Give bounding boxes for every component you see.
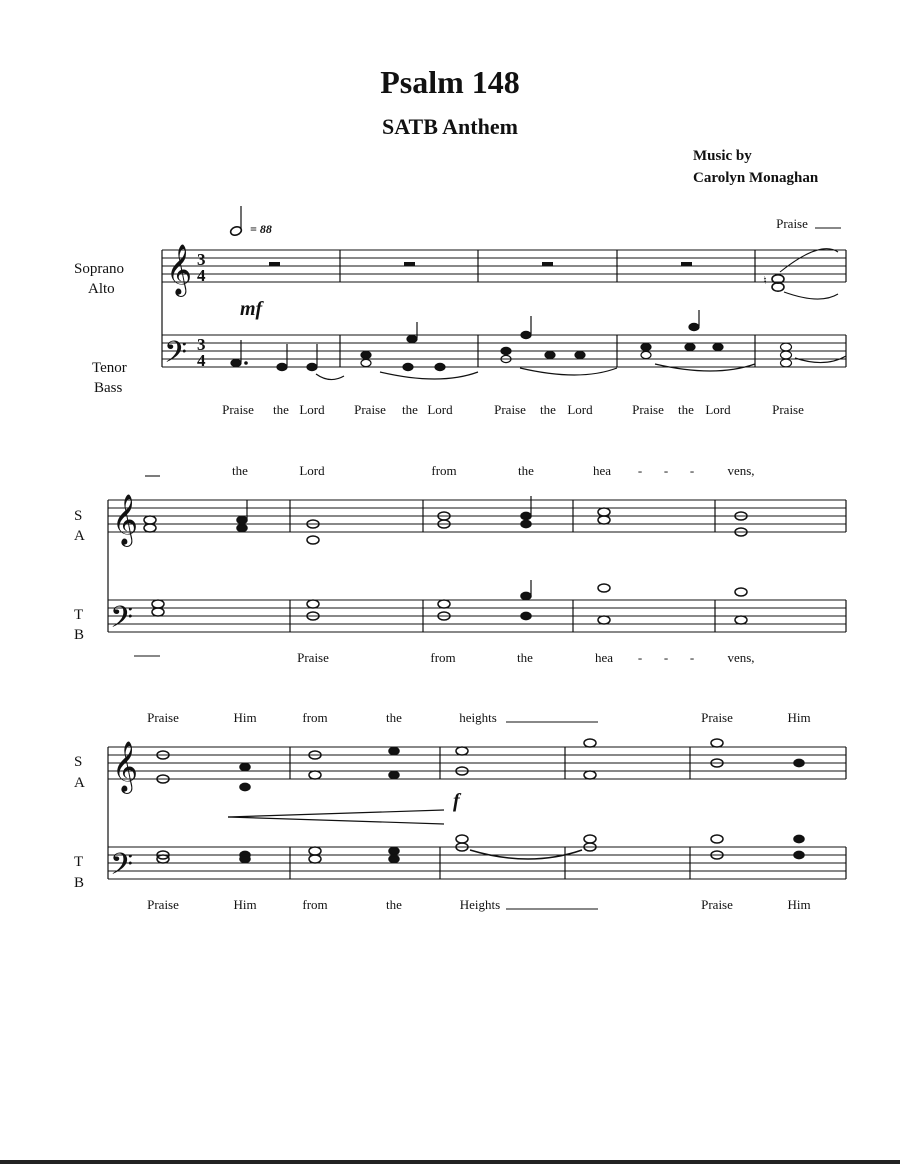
- page-subtitle: SATB Anthem: [382, 114, 518, 139]
- extender-lines: [134, 228, 841, 909]
- lyric: Praise: [297, 650, 329, 665]
- lyric: the: [517, 650, 533, 665]
- time-signature-bottom: 4: [197, 266, 206, 285]
- lyric: Praise: [772, 402, 804, 417]
- lyric: from: [430, 650, 456, 665]
- lyric: Praise: [701, 710, 733, 725]
- lyric: Heights: [459, 897, 501, 912]
- notes-system2: [144, 508, 747, 624]
- lyric: -: [637, 463, 643, 478]
- part-label-b: B: [74, 627, 85, 643]
- notes-system3: [157, 739, 804, 863]
- lyric: Praise: [494, 402, 526, 417]
- lyric: heights: [459, 710, 497, 725]
- barlines-system3: [108, 747, 846, 879]
- part-label-s: S: [74, 754, 83, 770]
- lyric: Praise: [776, 216, 808, 231]
- bass-notes-system1: [231, 310, 846, 380]
- lyric: the: [678, 402, 694, 417]
- lyric: vens,: [727, 463, 755, 478]
- page-bottom-border: [0, 1160, 900, 1164]
- lyric: -: [689, 463, 695, 478]
- svg-text:♮: ♮: [763, 274, 767, 287]
- part-label-b: B: [74, 875, 85, 891]
- lyric: Lord: [427, 402, 453, 417]
- tempo-marking: = 88: [250, 222, 272, 236]
- lyric: the: [518, 463, 534, 478]
- lyric: Him: [233, 897, 257, 912]
- staff-bass-system2: [108, 600, 846, 632]
- bass-clef-icon: 𝄢: [110, 601, 134, 642]
- part-label-a: A: [74, 775, 85, 791]
- lyric: from: [431, 463, 457, 478]
- lyric: -: [663, 650, 669, 665]
- bass-clef-icon: 𝄢: [164, 336, 188, 377]
- lyric: hea: [592, 463, 612, 478]
- composer-credit-label: Music by: [693, 148, 752, 164]
- lyric: the: [540, 402, 556, 417]
- lyric: Praise: [222, 402, 254, 417]
- part-label-bass: Bass: [94, 380, 123, 396]
- lyric: from: [302, 897, 328, 912]
- page-title: Psalm 148: [380, 64, 520, 100]
- lyric: hea: [594, 650, 614, 665]
- lyric: Him: [233, 710, 257, 725]
- lyric: the: [402, 402, 418, 417]
- lyric: from: [302, 710, 328, 725]
- lyric: Lord: [299, 402, 325, 417]
- hairpin-crescendo: [228, 810, 444, 824]
- lyric: -: [663, 463, 669, 478]
- time-signature-bottom: 4: [197, 351, 206, 370]
- dynamic-forte: f: [453, 790, 460, 812]
- bass-clef-icon: 𝄢: [110, 848, 134, 889]
- lyric: Praise: [632, 402, 664, 417]
- lyric: -: [689, 650, 695, 665]
- lyric: Praise: [701, 897, 733, 912]
- lyric: Praise: [147, 897, 179, 912]
- treble-clef-icon: 𝄞: [112, 494, 139, 545]
- time-signature-top: 3: [197, 335, 206, 354]
- whole-rests: [269, 262, 692, 266]
- composer-name: Carolyn Monaghan: [693, 170, 819, 186]
- barlines-system2: [108, 500, 846, 632]
- staff-treble-system1: [162, 250, 846, 282]
- lyric: Him: [787, 897, 811, 912]
- lyric: vens,: [727, 650, 755, 665]
- part-label-t: T: [74, 607, 84, 623]
- part-label-t: T: [74, 854, 84, 870]
- lyric: Praise: [147, 710, 179, 725]
- lyric: Lord: [567, 402, 593, 417]
- time-signature-top: 3: [197, 250, 206, 269]
- part-label-a: A: [74, 528, 85, 544]
- lyric: Lord: [299, 463, 325, 478]
- lyric: the: [386, 897, 402, 912]
- tempo-half-note-icon: [229, 206, 242, 237]
- treble-clef-icon: 𝄞: [112, 741, 139, 792]
- part-label-s: S: [74, 508, 83, 524]
- lyric: -: [637, 650, 643, 665]
- treble-clef-icon: 𝄞: [166, 244, 193, 295]
- part-label-alto: Alto: [88, 281, 115, 297]
- staff-treble-system3: [108, 747, 846, 779]
- lyric: the: [232, 463, 248, 478]
- lyric: Him: [787, 710, 811, 725]
- lyric: the: [386, 710, 402, 725]
- part-label-soprano: Soprano: [74, 261, 124, 277]
- part-label-tenor: Tenor: [92, 360, 127, 376]
- lyric: the: [273, 402, 289, 417]
- lyric: Lord: [705, 402, 731, 417]
- lyric: Praise: [354, 402, 386, 417]
- dynamic-mezzo-forte: mf: [240, 298, 263, 320]
